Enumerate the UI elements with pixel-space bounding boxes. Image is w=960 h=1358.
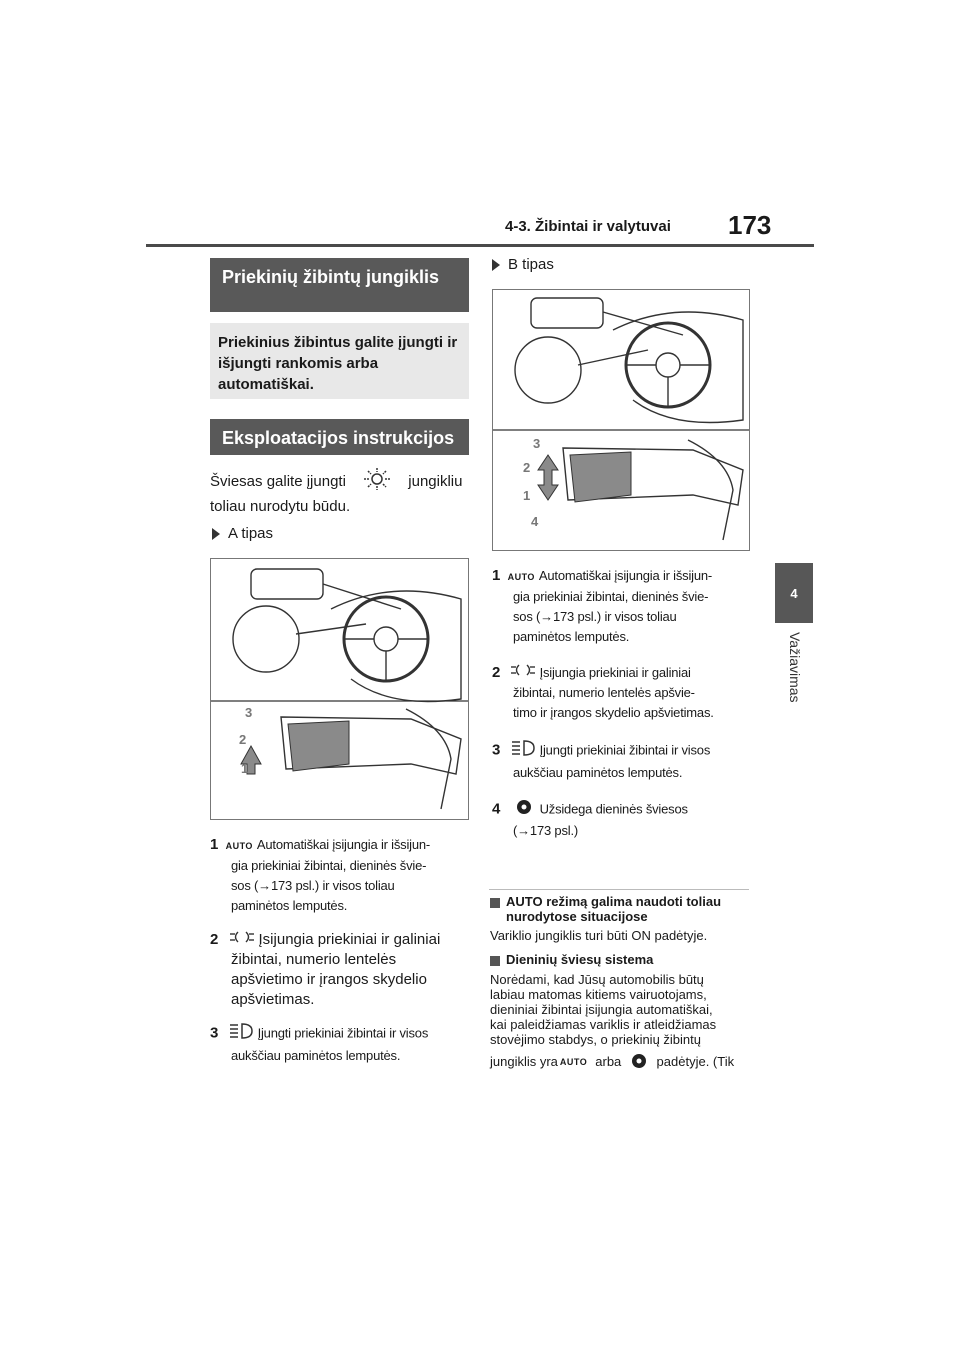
figure-b-label-2: 2: [523, 460, 531, 475]
item-a-1: 1 AUTO Automatiškai įsijungia ir išsijun- gia priekiniai žibintai, dieninės švie- sos (→173 psl.) ir visos toliau paminėtos lemputės.: [210, 836, 431, 913]
items-type-a: [210, 835, 472, 1066]
chapter-tab: [775, 563, 813, 623]
item-b-4: 4 Užsidega dieninės šviesos (→173 psl.): [492, 800, 688, 839]
note-drl-body: Norėdami, kad Jūsų automobilis būtų labiau matomas kitiems vairuotojams, dieniniai žibintai įsijungia automatiškai, kai paleidžiamas variklis ir atleidžiamas stovėjimo stabdys, o priekinių žibintų jungiklis yra AUTO arba padėtyje. (Tik: [490, 972, 755, 1072]
item-b-3: 3 Įjungti priekiniai žibintai ir visos aukščiau paminėtos lemputės.: [492, 739, 754, 783]
headlight-icon: [510, 739, 536, 763]
item-b-1: 1 AUTO Automatiškai įsijungia ir išsijun- gia priekiniai žibintai, dieninės švie- sos (→173 psl.) ir visos toliau paminėtos lemputės.: [492, 567, 713, 644]
chapter-label: Važiavimas: [787, 632, 803, 703]
figure-b-label-1: 1: [523, 488, 531, 503]
triangle-bullet-icon: [212, 528, 220, 540]
triangle-bullet-icon: [492, 259, 500, 271]
figure-a-label-1: 1: [241, 761, 249, 776]
notes: [490, 894, 755, 1072]
daytime-running-light-icon: [516, 799, 532, 821]
headlight-icon: [228, 1022, 254, 1046]
auto-mode-icon: AUTO: [559, 1057, 588, 1067]
intro-box: Priekinius žibintus galite įjungti ir išjungti rankomis arba automatiškai.: [210, 323, 469, 399]
note-auto-body: Variklio jungiklis turi būti ON padėtyje.: [490, 928, 708, 943]
item-a-2: 2 Įsijungia priekiniai ir galiniai žibintai, numerio lentelės apšvietimo ir įrangos skydelio apšvietimas.: [210, 930, 441, 1008]
type-a-label: A tipas: [212, 524, 273, 544]
type-b-label: B tipas: [492, 255, 554, 275]
figure-b-label-3: 3: [533, 436, 541, 451]
figure-a-label-2: 2: [239, 732, 247, 747]
daytime-running-light-icon: [631, 1053, 647, 1072]
item-b-2: 2 Įsijungia priekiniai ir galiniai žibintai, numerio lentelės apšvie- timo ir įrangos skydelio apšvietimas.: [492, 663, 714, 721]
figure-type-b-illustration: [493, 290, 749, 550]
square-bullet-icon: [490, 898, 500, 908]
chapter-number: 4: [790, 585, 798, 601]
auto-mode-icon: AUTO: [225, 840, 253, 851]
figure-b-label-4: 4: [531, 514, 539, 529]
header-rule: [146, 244, 814, 247]
auto-mode-icon: AUTO: [507, 571, 535, 582]
figure-type-b: [492, 289, 750, 551]
square-bullet-icon: [490, 956, 500, 966]
page-number: 173: [728, 210, 772, 240]
notes-rule: [489, 889, 749, 890]
position-lights-icon: [510, 663, 536, 683]
lead-line-1: Šviesas galite įjungti jungikliu: [210, 468, 462, 496]
note-auto-title: AUTO režimą galima naudoti toliau nurodytose situacijose: [490, 894, 755, 924]
main-heading: Priekinių žibintų jungiklis: [210, 258, 469, 312]
item-a-3: 3 Įjungti priekiniai žibintai ir visos aukščiau paminėtos lemputės.: [210, 1022, 472, 1066]
figure-type-a-illustration: [211, 559, 468, 819]
headlight-sun-icon: [364, 468, 390, 496]
figure-a-label-3: 3: [245, 705, 253, 720]
note-drl-title: Dieninių šviesų sistema: [490, 952, 755, 967]
running-header: 4-3. Žibintai ir valytuvai: [505, 218, 671, 235]
position-lights-icon: [229, 930, 255, 950]
figure-type-a: [210, 558, 469, 820]
items-type-b: [492, 566, 754, 841]
lead-line-2: toliau nurodytu būdu.: [210, 498, 351, 515]
instructions-heading: Eksploatacijos instrukcijos: [210, 419, 469, 455]
